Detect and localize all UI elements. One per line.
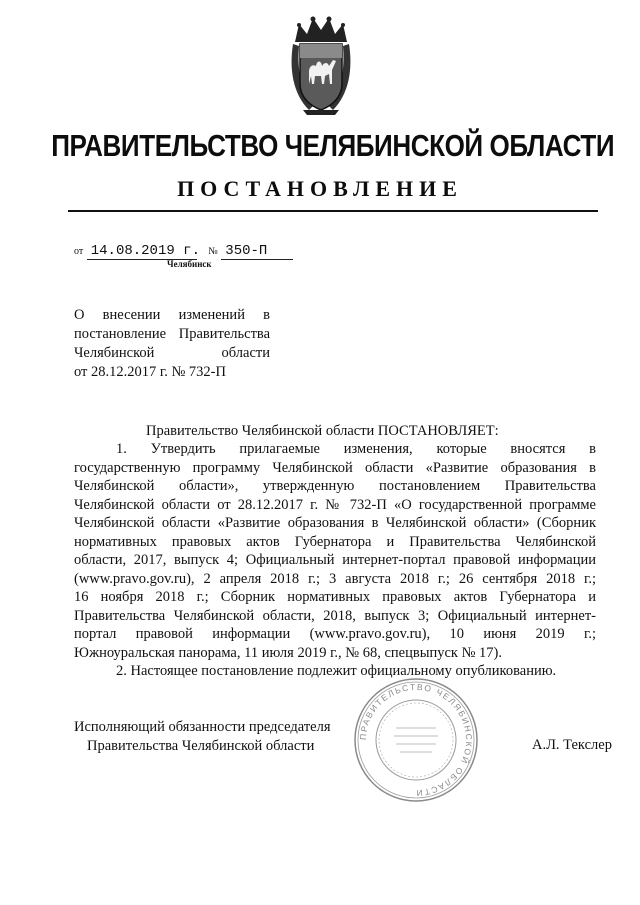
official-seal-icon xyxy=(352,676,480,804)
signatory-name: А.Л. Текслер xyxy=(532,737,612,753)
paragraph-2: 2. Настоящее постановление подлежит официальному опубликованию. xyxy=(116,663,557,679)
paragraph-line: портал правовой информации (www.pravo.gov.ru), 10 июня 2019 г.; xyxy=(74,626,596,642)
paragraph-line: государственную программу Челябинской области «Развитие образования в xyxy=(74,459,596,476)
paragraph-line: Правительства Челябинской области, 2018, выпуск 3; Официальный интернет- xyxy=(74,607,596,624)
decree-body xyxy=(74,440,596,681)
subject-line: Челябинской области xyxy=(74,345,270,361)
paragraph-line: 16 ноября 2018 г.; Сборник нормативных правовых актов Губернатора и xyxy=(74,589,596,605)
decree-intro: Правительство Челябинской области ПОСТАНОВЛЯЕТ: xyxy=(146,423,499,439)
document-number: 350-П xyxy=(221,243,293,260)
seal-text: ПРАВИТЕЛЬСТВО ЧЕЛЯБИНСКОЙ ОБЛАСТИ xyxy=(357,681,475,799)
paragraph-line: Челябинской области», утвержденную постановлением Правительства xyxy=(74,478,596,494)
position-line-1: Исполняющий обязанности председателя xyxy=(74,719,331,735)
subject-line: от 28.12.2017 г. № 732-П xyxy=(74,364,226,380)
signatory-position xyxy=(74,718,331,756)
city-label: Челябинск xyxy=(167,259,212,269)
coat-of-arms-icon xyxy=(289,14,353,116)
paragraph-line: нормативных правовых актов Губернатора и Правительства Челябинской xyxy=(74,533,596,550)
paragraph-line: области, 2017, выпуск 4; Официальный интернет-портал правовой информации xyxy=(74,552,596,568)
paragraph-line: Челябинской области «Развитие образования в Челябинской области» (Сборник xyxy=(74,515,596,531)
document-subject xyxy=(74,306,270,382)
date-prefix: от xyxy=(74,246,84,257)
paragraph-line: Южноуральская панорама, 11 июля 2019 г., № 68, спецвыпуск № 17). xyxy=(74,644,502,661)
date-number-line xyxy=(74,243,293,260)
position-line-2: Правительства Челябинской области xyxy=(87,738,315,754)
government-title: ПРАВИТЕЛЬСТВО ЧЕЛЯБИНСКОЙ ОБЛАСТИ xyxy=(51,128,615,163)
paragraph-line: Челябинской области от 28.12.2017 г. № 732-П «О государственной программе xyxy=(74,496,596,513)
document-date: 14.08.2019 г. xyxy=(87,243,197,260)
document-type-heading: ПОСТАНОВЛЕНИЕ xyxy=(177,176,463,201)
header-divider xyxy=(68,210,598,212)
number-prefix: № xyxy=(208,246,218,257)
paragraph-line: (www.pravo.gov.ru), 2 апреля 2018 г.; 3 августа 2018 г.; 26 сентября 2018 г.; xyxy=(74,570,596,587)
subject-line: О внесении изменений в xyxy=(74,307,270,323)
subject-line: постановление Правительства xyxy=(74,326,270,342)
paragraph-line: 1. Утвердить прилагаемые изменения, которые вносятся в xyxy=(116,441,596,457)
svg-text:ПРАВИТЕЛЬСТВО ЧЕЛЯБИНСКОЙ ОБЛА xyxy=(358,682,474,798)
